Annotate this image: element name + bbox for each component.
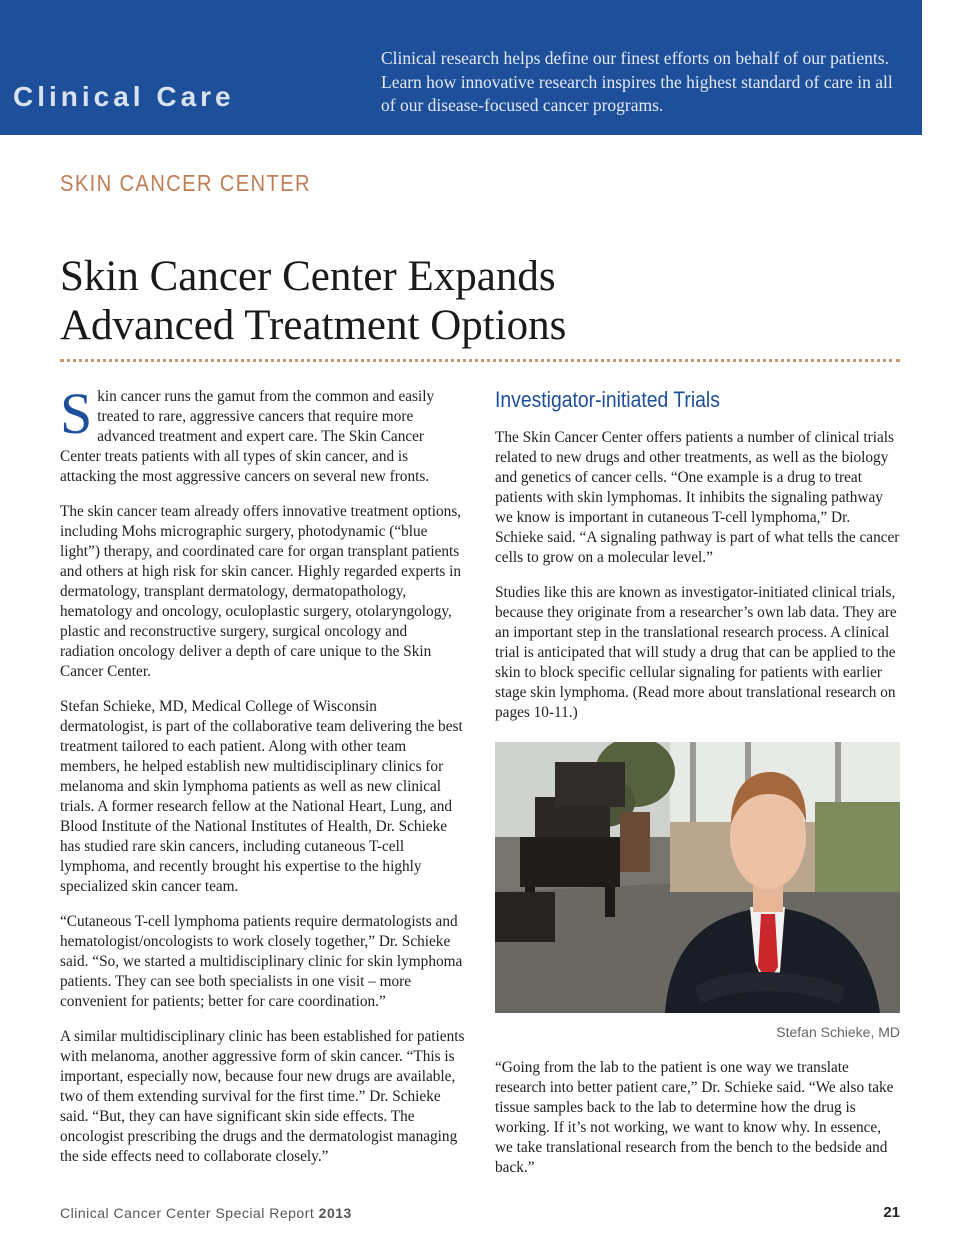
drop-cap: S [60,381,93,446]
banner-intro-text: Clinical research helps define our finest efforts on behalf of our patients. Learn how innovative research inspires the highest standard of care in all of our disease-focused cancer programs. [381,48,893,115]
paragraph [60,381,465,487]
paragraph: A similar multidisciplinary clinic has been established for patients with melanoma, another aggressive form of skin cancer. “This is important, especially now, because four new drugs are available, two of them extending survival for the first time.” Dr. Schieke said. “But, they can have significant skin side effects. The oncologist prescribing the drugs and the dermatologist managing the side effects need to collaborate closely.” [60,1028,465,1165]
publication-title: Clinical Cancer Center Special Report [60,1205,315,1221]
photo-caption: Stefan Schieke, MD [776,1024,900,1040]
headline-line-2: Advanced Treatment Options [60,302,567,349]
banner-title: Clinical Care [13,81,235,112]
portrait-photo-illustration [495,742,900,1013]
article-headline [60,252,660,350]
paragraph: “Cutaneous T-cell lymphoma patients require dermatologists and hematologist/oncologists to work closely together,” Dr. Schieke said. “So, we started a multidisciplinary clinic for skin lymphoma patients. They can see both specialists in one visit – more convenient for patients; better for care coordination.” [60,913,463,1010]
headline-line-1: Skin Cancer Center Expands [60,253,556,300]
paragraph: The Skin Cancer Center offers patients a number of clinical trials related to new drugs and other treatments, as well as the biology and genetics of cancer cells. “One example is a drug to treat patients with skin lymphomas. It inhibits the signaling pathway we know is important in cutaneous T-cell lymphoma,” Dr. Schieke said. “A signaling pathway is part of what tells the cancer cells to grow on a molecular level.” [495,429,900,566]
paragraph: Studies like this are known as investigator-initiated clinical trials, because they originate from a researcher’s own lab data. They are an important step in the translational research process. A clinical trial is anticipated that will study a drug that can be applied to the skin to block specific cellular signaling for patients with earlier stage skin lymphoma. (Read more about translational research on pages 10-11.) [495,584,897,721]
portrait-photo [495,742,900,1013]
paragraph: Stefan Schieke, MD, Medical College of Wisconsin dermatologist, is part of the collaborative team delivering the best treatment tailored to each patient. Along with other team members, he helped establish new multidisciplinary clinics for melanoma and skin lymphoma patients as well as new clinical trials. A former research fellow at the National Heart, Lung, and Blood Institute of the National Institutes of Health, Dr. Schieke has studied rare skin cancers, including cutaneous T-cell lymphoma, and recently brought his expertise to the highly specialized skin cancer team. [60,698,463,895]
right-column-lower [495,1058,901,1193]
right-column-upper [495,428,901,738]
footer-publication [60,1205,352,1221]
paragraph: The skin cancer team already offers innovative treatment options, including Mohs micrographic surgery, photodynamic (“blue light”) therapy, and coordinated care for organ transplant patients and others at high risk for skin cancer. Highly regarded experts in dermatology, transplant dermatology, dermatopathology, hematology and oncology, oculoplastic surgery, otolaryngology, plastic and reconstructive surgery, surgical oncology and radiation oncology deliver a depth of care unique to the Skin Cancer Center. [60,503,462,680]
paragraph: “Going from the lab to the patient is one way we translate research into better patient care,” Dr. Schieke said. “We also take tissue samples back to the lab to determine how the drug is working. If it’s not working, we want to know why. In essence, we take translational research from the bench to the bedside and back.” [495,1059,894,1176]
page-number: 21 [883,1204,900,1221]
left-column [60,381,465,1182]
section-label: SKIN CANCER CENTER [60,170,311,196]
dotted-divider [60,359,900,362]
header-banner [0,0,922,135]
publication-year: 2013 [318,1205,352,1221]
section-subhead: Investigator-initiated Trials [495,387,720,412]
paragraph-text: kin cancer runs the gamut from the common and easily treated to rare, aggressive cancers that require more advanced treatment and expert care. The Skin Cancer Center treats patients with all types of skin cancer, and is attacking the most aggressive cancers on several new fronts. [60,388,435,485]
